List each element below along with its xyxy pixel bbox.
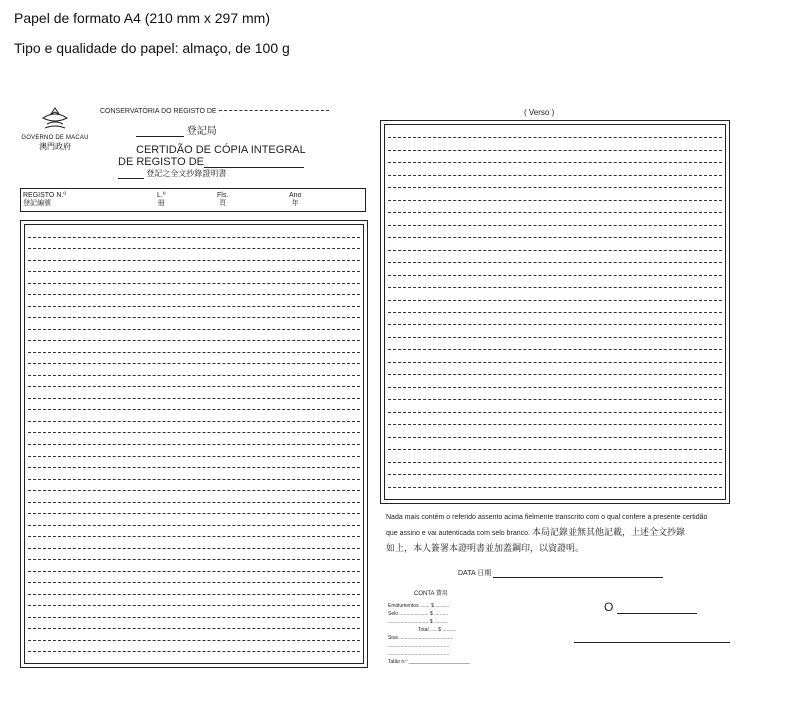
emblem-icon	[37, 106, 73, 130]
conta-blank-row-3: ............................................	[388, 651, 450, 657]
dotted-line	[28, 352, 360, 353]
dotted-line	[28, 306, 360, 307]
registo-chinese: 登記編號	[23, 200, 51, 207]
closing-cn-2: 如上，本人簽署本證明書並加蓋鋼印，以資證明。	[386, 543, 585, 553]
folhas-chinese: 頁	[219, 200, 227, 207]
dotted-line	[388, 162, 722, 163]
certidao-title-2-line	[118, 156, 304, 168]
paper-quality-text: Tipo e qualidade do papel: almaço, de 100 g	[14, 40, 290, 56]
dotted-line	[388, 287, 722, 288]
ano-label: Ano	[289, 192, 302, 199]
conta-label: CONTA 費用	[414, 591, 448, 597]
dotted-line	[28, 467, 360, 468]
dotted-line	[28, 283, 360, 284]
closing-pt-1: Nada mais contém o referido assento acima fielmente transcrito com o qual confere a presente certidão	[386, 514, 708, 521]
dotted-line	[28, 525, 360, 526]
livro-chinese: 冊	[157, 200, 165, 207]
dotted-line	[388, 449, 722, 450]
signature-initial: O	[604, 600, 614, 614]
dotted-line	[28, 329, 360, 330]
dotted-line	[28, 444, 360, 445]
dotted-line	[28, 594, 360, 595]
livro-label: L.º	[157, 192, 166, 199]
dotted-line	[388, 324, 722, 325]
dotted-line	[388, 349, 722, 350]
dotted-line	[28, 294, 360, 295]
dotted-line	[28, 375, 360, 376]
folhas-label: Fls.	[217, 192, 229, 199]
registo-label: REGISTO N.º	[23, 192, 66, 199]
dotted-line	[28, 559, 360, 560]
dotted-line	[28, 536, 360, 537]
dotted-line	[388, 487, 722, 488]
dotted-line	[28, 628, 360, 629]
closing-cn-1: 本局記錄並無其他記載，上述全文抄錄	[531, 527, 685, 537]
dotted-line	[28, 502, 360, 503]
currency-symbol: $	[429, 619, 433, 625]
back-transcription-area	[380, 120, 730, 504]
conta-total-row: Total ..... $ ..........	[418, 627, 457, 633]
registo-field	[23, 192, 66, 208]
dotted-line	[388, 337, 722, 338]
dotted-line	[28, 237, 360, 238]
sisa-label: Sisa	[388, 635, 398, 641]
conta-selo-row: Selo ..................... $ ..........	[388, 611, 449, 617]
dotted-line	[388, 437, 722, 438]
dotted-line	[388, 175, 722, 176]
dotted-line	[388, 150, 722, 151]
dotted-line	[388, 300, 722, 301]
dotted-line	[388, 212, 722, 213]
dotted-line	[388, 474, 722, 475]
signature-line-2	[574, 642, 730, 643]
dotted-line	[28, 260, 360, 261]
dotted-line	[388, 412, 722, 413]
selo-label: Selo	[388, 611, 399, 617]
talao-label: Talão n.º	[388, 659, 408, 665]
dotted-line	[28, 409, 360, 410]
conta-blank-row-2: ............................................	[388, 643, 450, 649]
registo-box	[20, 188, 366, 212]
livro-field	[157, 192, 165, 208]
dotted-line	[28, 548, 360, 549]
dotted-line	[28, 421, 360, 422]
certidao-title-chinese-line	[118, 168, 226, 179]
certidao-title-chinese: 登記之全文抄錄證明書	[146, 169, 227, 178]
certidao-title-1: CERTIDÃO DE CÓPIA INTEGRAL	[136, 144, 306, 156]
dotted-line	[28, 340, 360, 341]
logo-text: GOVERNO DE MACAU	[21, 135, 89, 141]
back-lines-container	[384, 124, 726, 500]
dotted-line	[28, 271, 360, 272]
dotted-line	[28, 398, 360, 399]
dotted-line	[28, 617, 360, 618]
dotted-line	[28, 571, 360, 572]
dotted-line	[388, 275, 722, 276]
dotted-line	[388, 424, 722, 425]
dotted-line	[388, 362, 722, 363]
dotted-line	[28, 513, 360, 514]
ano-chinese: 年	[291, 200, 299, 207]
conta-sisa-row: Sisa .......................................	[388, 635, 454, 641]
dotted-line	[28, 317, 360, 318]
dotted-line	[388, 187, 722, 188]
conta-talao-row: Talão n.º ______________________	[388, 659, 470, 665]
currency-symbol: $	[431, 603, 434, 609]
dotted-line	[388, 225, 722, 226]
dotted-line	[28, 651, 360, 652]
ano-field	[289, 192, 301, 208]
front-lines-container	[24, 224, 364, 664]
dotted-line	[388, 462, 722, 463]
dotted-line	[28, 479, 360, 480]
dotted-line	[388, 237, 722, 238]
certidao-title-2: DE REGISTO DE	[118, 156, 204, 168]
dotted-line	[388, 262, 722, 263]
dotted-line	[28, 248, 360, 249]
date-label: DATA 日期	[458, 570, 492, 577]
conservatoria-label: CONSERVATÓRIA DO REGISTO DE	[100, 108, 217, 115]
front-transcription-area	[20, 220, 368, 668]
dotted-line	[388, 374, 722, 375]
folhas-field	[217, 192, 228, 208]
conservatoria-line	[100, 108, 329, 115]
closing-statement	[386, 511, 730, 555]
signature-line-1	[604, 600, 697, 614]
dotted-line	[28, 456, 360, 457]
conta-blank-row: ............................. $ ..........	[388, 619, 448, 625]
dotted-line	[28, 432, 360, 433]
paper-format-text: Papel de formato A4 (210 mm x 297 mm)	[14, 10, 270, 26]
closing-line-2	[386, 525, 730, 541]
dotted-line	[388, 312, 722, 313]
dotted-line	[388, 250, 722, 251]
macau-government-logo	[20, 106, 90, 152]
dotted-line	[28, 582, 360, 583]
dotted-line	[388, 399, 722, 400]
dotted-line	[388, 137, 722, 138]
emolumentos-label: Emolumentos	[388, 603, 419, 609]
dotted-line	[28, 490, 360, 491]
dotted-line	[28, 640, 360, 641]
dotted-line	[388, 387, 722, 388]
dotted-line	[28, 605, 360, 606]
currency-symbol: $	[438, 627, 442, 633]
conta-table	[388, 602, 488, 666]
closing-pt-2: que assino e vai autenticada com selo branco.	[386, 530, 530, 537]
total-label: Total	[418, 627, 429, 633]
dotted-line	[28, 386, 360, 387]
logo-chinese: 澳門政府	[39, 142, 71, 151]
conta-emolumentos-row: Emolumentos ....... $ ..........	[388, 603, 450, 609]
conservatoria-chinese-line	[136, 122, 217, 137]
verso-label: ( Verso )	[524, 108, 555, 117]
dotted-line	[28, 363, 360, 364]
dotted-line	[388, 200, 722, 201]
currency-symbol: $	[429, 611, 433, 617]
date-line	[458, 568, 663, 578]
conservatoria-chinese: 登記局	[186, 126, 217, 137]
